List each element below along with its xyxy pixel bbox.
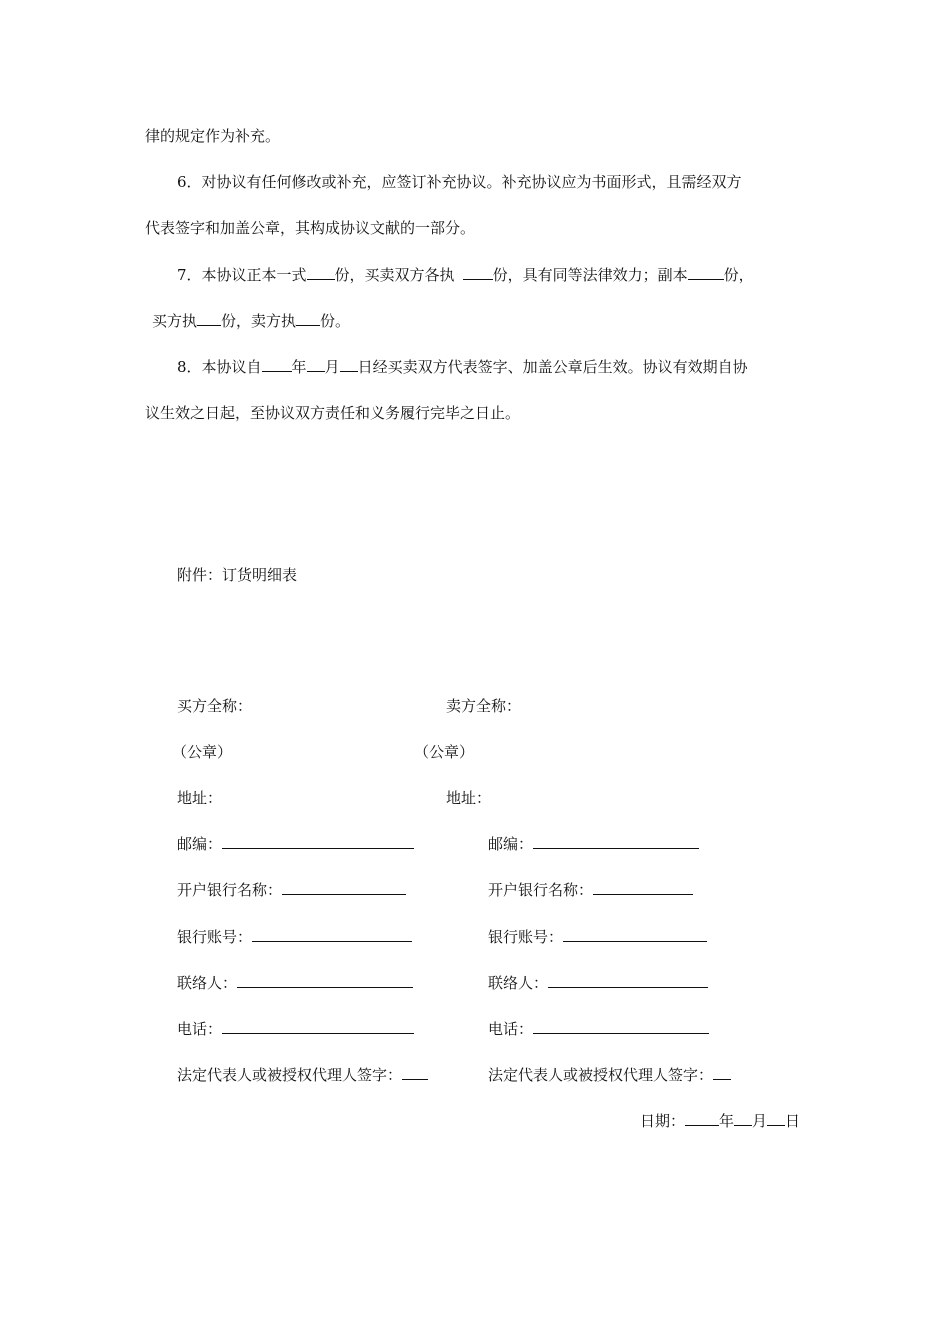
seller-phone-blank bbox=[533, 1019, 709, 1034]
seller-account-blank bbox=[563, 927, 707, 942]
seller-seal: （公章） bbox=[414, 743, 475, 761]
buyer-signature-blank bbox=[402, 1065, 428, 1080]
seller-postcode: 邮编： bbox=[488, 834, 699, 854]
seller-copies-blank bbox=[296, 311, 320, 326]
date-year-blank bbox=[685, 1111, 719, 1126]
effective-day-blank bbox=[340, 357, 358, 372]
date-day-blank bbox=[767, 1111, 785, 1126]
buyer-copies-blank bbox=[197, 311, 221, 326]
seller-address-label: 地址： bbox=[446, 789, 492, 807]
seller-bank: 开户银行名称： bbox=[488, 880, 693, 900]
buyer-contact: 联络人： bbox=[177, 973, 413, 993]
seller-bank-blank bbox=[593, 880, 693, 895]
buyer-postcode-blank bbox=[222, 834, 414, 849]
clause-5-tail: 律的规定作为补充。 bbox=[145, 127, 281, 145]
copies-each-blank bbox=[463, 265, 493, 280]
buyer-bank-blank bbox=[282, 880, 406, 895]
effective-month-blank bbox=[307, 357, 325, 372]
buyer-signature: 法定代表人或被授权代理人签字： bbox=[177, 1065, 428, 1085]
attachment-label: 附件：订货明细表 bbox=[177, 566, 298, 584]
effective-year-blank bbox=[262, 357, 292, 372]
signing-date: 日期： 年 月 日 bbox=[640, 1112, 801, 1130]
buyer-phone: 电话： bbox=[177, 1019, 414, 1039]
buyer-postcode: 邮编： bbox=[177, 834, 414, 854]
clause-7-line-2: 买方执 份，卖方执 份。 bbox=[152, 312, 351, 330]
seller-name-label: 卖方全称： bbox=[446, 697, 522, 715]
clause-8-line-1: 8．本协议自 年 月 日经买卖双方代表签字、加盖公章后生效。协议有效期自协 bbox=[177, 358, 748, 376]
copies-original-blank bbox=[307, 265, 335, 280]
seller-account: 银行账号： bbox=[488, 927, 707, 947]
seller-phone: 电话： bbox=[488, 1019, 709, 1039]
seller-contact-blank bbox=[548, 973, 708, 988]
buyer-account: 银行账号： bbox=[177, 927, 412, 947]
buyer-address-label: 地址： bbox=[177, 789, 223, 807]
buyer-account-blank bbox=[252, 927, 412, 942]
buyer-contact-blank bbox=[237, 973, 413, 988]
copies-duplicate-blank bbox=[688, 265, 724, 280]
date-month-blank bbox=[734, 1111, 752, 1126]
seller-postcode-blank bbox=[533, 834, 699, 849]
buyer-bank: 开户银行名称： bbox=[177, 880, 406, 900]
seller-signature-blank bbox=[713, 1065, 731, 1080]
seller-signature: 法定代表人或被授权代理人签字： bbox=[488, 1065, 731, 1085]
clause-8-line-2: 议生效之日起，至协议双方责任和义务履行完毕之日止。 bbox=[145, 404, 521, 422]
buyer-seal: （公章） bbox=[172, 743, 233, 761]
buyer-phone-blank bbox=[222, 1019, 414, 1034]
buyer-name-label: 买方全称： bbox=[177, 697, 253, 715]
clause-6-line-1: 6．对协议有任何修改或补充，应签订补充协议。补充协议应为书面形式，且需经双方 bbox=[177, 173, 742, 191]
clause-7-line-1: 7．本协议正本一式 份，买卖双方各执 份，具有同等法律效力；副本 份， bbox=[177, 266, 754, 284]
seller-contact: 联络人： bbox=[488, 973, 708, 993]
clause-6-line-2: 代表签字和加盖公章，其构成协议文献的一部分。 bbox=[145, 219, 476, 237]
